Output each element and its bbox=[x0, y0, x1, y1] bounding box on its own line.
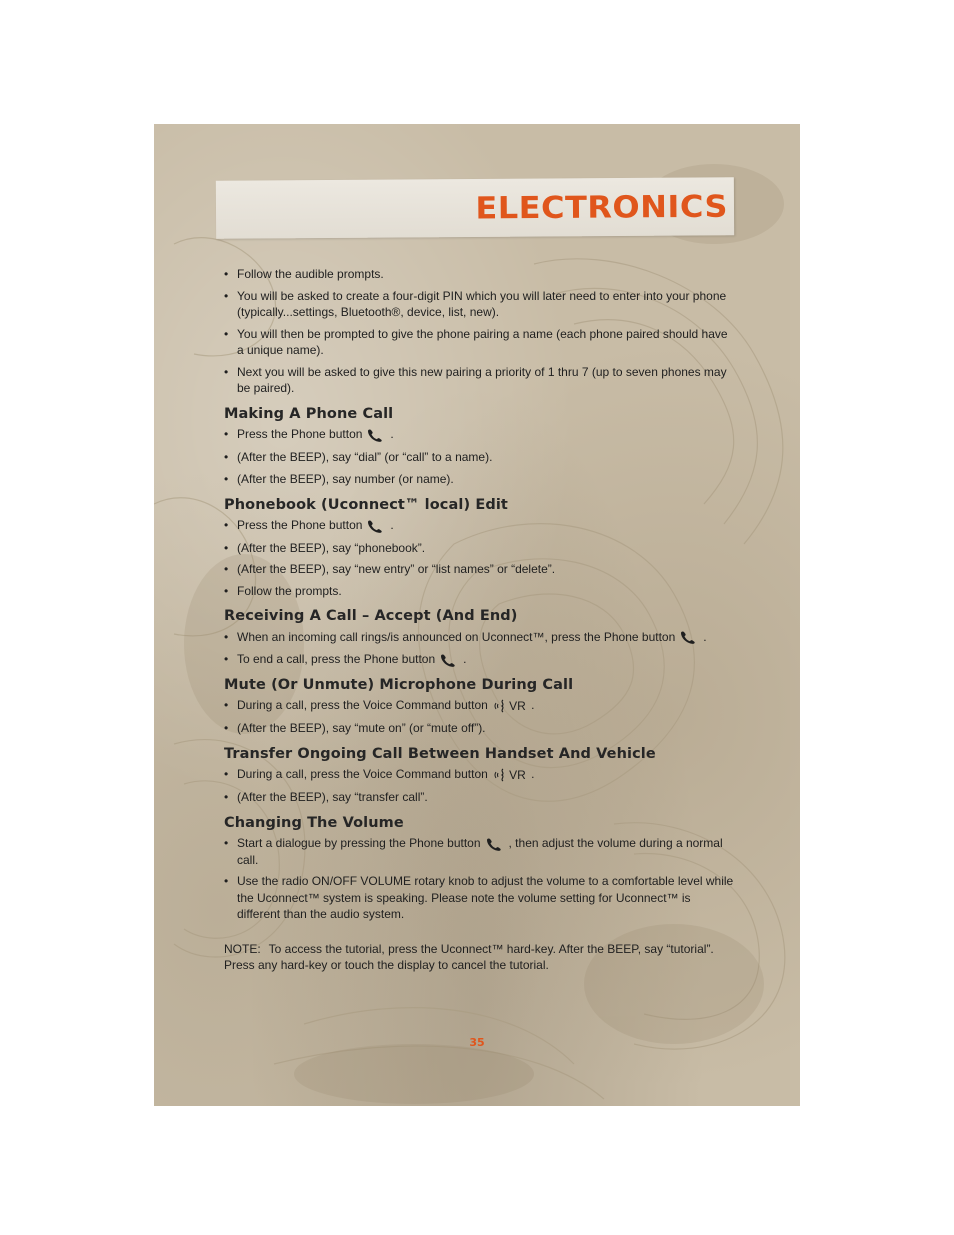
phone-icon bbox=[679, 630, 699, 644]
section-heading: Receiving A Call – Accept (And End) bbox=[224, 608, 518, 624]
voice-command-icon: VR bbox=[493, 767, 526, 784]
section-making-a-phone-call bbox=[224, 406, 734, 488]
section-title: ELECTRONICS bbox=[475, 188, 729, 227]
phone-icon bbox=[485, 837, 505, 851]
note-label: NOTE: bbox=[224, 941, 261, 956]
list-item: • You will be asked to create a four-digit PIN which you will later need to enter into your phone (typically...settings, Bluetooth®, device, list, new). bbox=[224, 288, 734, 321]
section-heading: Phonebook (Uconnect™ local) Edit bbox=[224, 496, 508, 513]
list-item: • Follow the audible prompts. bbox=[224, 266, 734, 283]
intro-list bbox=[224, 266, 734, 397]
list-item: • To end a call, press the Phone button . bbox=[224, 651, 734, 668]
phone-icon bbox=[366, 519, 386, 533]
section-heading: Making A Phone Call bbox=[224, 405, 394, 422]
section-heading: Mute (Or Unmute) Microphone During Call bbox=[224, 676, 574, 693]
list-item: • (After the BEEP), say number (or name). bbox=[224, 471, 734, 488]
list-item: • (After the BEEP), say “transfer call”. bbox=[224, 789, 734, 806]
list-item: • When an incoming call rings/is announced on Uconnect™, press the Phone button . bbox=[224, 629, 734, 646]
list-item: • During a call, press the Voice Command button VR . bbox=[224, 766, 734, 783]
list-item: • Follow the prompts. bbox=[224, 583, 734, 600]
section-phonebook-edit bbox=[224, 497, 734, 600]
list-item: • (After the BEEP), say “mute on” (or “mute off”). bbox=[224, 720, 734, 737]
section-heading: Transfer Ongoing Call Between Handset And Vehicle bbox=[224, 745, 656, 762]
list-item: • Start a dialogue by pressing the Phone button , then adjust the volume during a normal call. bbox=[224, 835, 734, 868]
phone-icon bbox=[439, 653, 459, 667]
section-changing-volume bbox=[224, 815, 734, 923]
section-transfer-call bbox=[224, 746, 734, 806]
page-number: 35 bbox=[469, 1036, 485, 1049]
note-text: To access the tutorial, press the Uconnect™ hard-key. After the BEEP, say “tutorial”. Press any hard-key or touch the display to cancel the tutorial. bbox=[224, 941, 714, 973]
list-item: • (After the BEEP), say “phonebook”. bbox=[224, 540, 734, 557]
section-mute-microphone bbox=[224, 677, 734, 737]
manual-page bbox=[154, 124, 800, 1106]
list-item: • (After the BEEP), say “dial” (or “call” to a name). bbox=[224, 449, 734, 466]
list-item: • Press the Phone button . bbox=[224, 426, 734, 443]
list-item: • Use the radio ON/OFF VOLUME rotary knob to adjust the volume to a comfortable level while the Uconnect™ system is speaking. Please note the volume setting for Uconnect™ is different than the audio system. bbox=[224, 873, 734, 923]
list-item: • You will then be prompted to give the phone pairing a name (each phone paired should have a unique name). bbox=[224, 326, 734, 359]
section-receiving-a-call bbox=[224, 608, 734, 668]
list-item: • (After the BEEP), say “new entry” or “list names” or “delete”. bbox=[224, 561, 734, 578]
phone-icon bbox=[366, 428, 386, 442]
list-item: • Next you will be asked to give this new pairing a priority of 1 thru 7 (up to seven phones may be paired). bbox=[224, 364, 734, 397]
list-item: • During a call, press the Voice Command button VR . bbox=[224, 697, 734, 714]
section-heading: Changing The Volume bbox=[224, 814, 404, 831]
section-banner bbox=[216, 177, 734, 239]
list-item: • Press the Phone button . bbox=[224, 517, 734, 534]
voice-command-icon: VR bbox=[493, 698, 526, 715]
note-paragraph bbox=[224, 941, 734, 974]
content-body bbox=[224, 266, 734, 974]
